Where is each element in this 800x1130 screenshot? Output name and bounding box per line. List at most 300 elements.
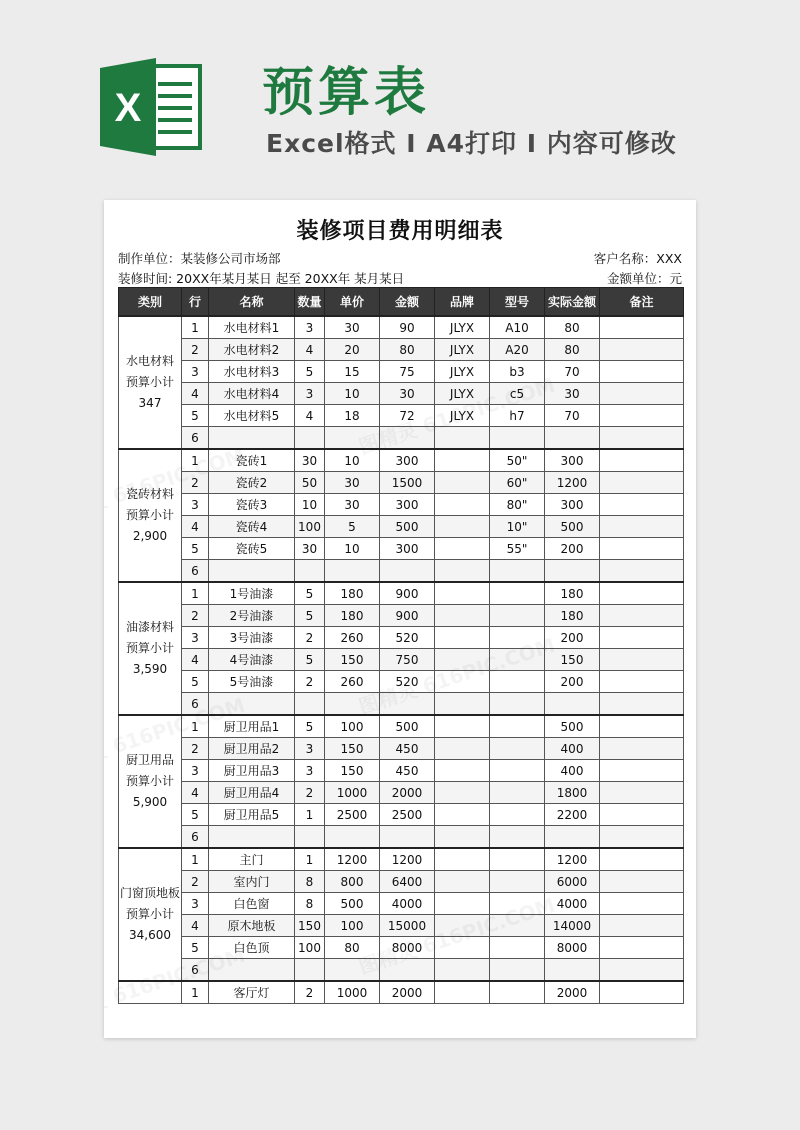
brand-cell: [435, 605, 490, 627]
actual-amount-cell: 1200: [545, 848, 600, 871]
remarks-cell: [600, 693, 684, 716]
amount-cell: 520: [380, 671, 435, 693]
table-row: [119, 427, 684, 450]
item-name-cell: 水电材料2: [209, 339, 295, 361]
actual-amount-cell: 180: [545, 582, 600, 605]
unit-price-cell: 260: [325, 627, 380, 649]
actual-amount-cell: [545, 560, 600, 583]
unit-price-cell: 30: [325, 472, 380, 494]
amount-cell: [380, 959, 435, 982]
item-name-cell: 瓷砖3: [209, 494, 295, 516]
remarks-cell: [600, 605, 684, 627]
quantity-cell: 3: [295, 760, 325, 782]
row-number-cell: 4: [182, 516, 209, 538]
actual-amount-cell: 300: [545, 449, 600, 472]
table-row: [119, 560, 684, 583]
amount-cell: 1200: [380, 848, 435, 871]
actual-amount-cell: 14000: [545, 915, 600, 937]
quantity-cell: 5: [295, 361, 325, 383]
column-header: 金额: [380, 288, 435, 317]
table-row: [119, 516, 684, 538]
document-title: 装修项目费用明细表: [296, 219, 504, 244]
unit-price-cell: 500: [325, 893, 380, 915]
actual-amount-cell: 2200: [545, 804, 600, 826]
quantity-cell: [295, 959, 325, 982]
model-cell: c5: [490, 383, 545, 405]
quantity-cell: 5: [295, 605, 325, 627]
table-row: [119, 937, 684, 959]
table-row: [119, 738, 684, 760]
row-number-cell: 1: [182, 715, 209, 738]
quantity-cell: 4: [295, 339, 325, 361]
unit-price-cell: 260: [325, 671, 380, 693]
producer-label: 制作单位：某装修公司市场部: [118, 251, 281, 266]
unit-price-cell: 150: [325, 760, 380, 782]
actual-amount-cell: 400: [545, 760, 600, 782]
row-number-cell: 1: [182, 449, 209, 472]
brand-cell: [435, 582, 490, 605]
brand-cell: JLYX: [435, 339, 490, 361]
unit-price-cell: [325, 427, 380, 450]
brand-cell: [435, 494, 490, 516]
actual-amount-cell: 200: [545, 671, 600, 693]
item-name-cell: 瓷砖5: [209, 538, 295, 560]
item-name-cell: [209, 693, 295, 716]
quantity-cell: 30: [295, 538, 325, 560]
actual-amount-cell: 80: [545, 316, 600, 339]
actual-amount-cell: [545, 427, 600, 450]
model-cell: [490, 627, 545, 649]
category-label: 预算小计: [125, 774, 174, 788]
unit-price-cell: 2500: [325, 804, 380, 826]
brand-cell: [435, 538, 490, 560]
actual-amount-cell: 8000: [545, 937, 600, 959]
amount-cell: 90: [380, 316, 435, 339]
document-page: [104, 200, 696, 1038]
amount-cell: 15000: [380, 915, 435, 937]
unit-price-cell: [325, 560, 380, 583]
item-name-cell: 厨卫用品5: [209, 804, 295, 826]
actual-amount-cell: [545, 959, 600, 982]
category-label: 预算小计: [125, 641, 174, 655]
item-name-cell: 客厅灯: [209, 981, 295, 1004]
amount-cell: 520: [380, 627, 435, 649]
actual-amount-cell: 180: [545, 605, 600, 627]
amount-cell: 300: [380, 538, 435, 560]
item-name-cell: 室内门: [209, 871, 295, 893]
item-name-cell: 瓷砖4: [209, 516, 295, 538]
remarks-cell: [600, 848, 684, 871]
item-name-cell: [209, 427, 295, 450]
amount-cell: 450: [380, 760, 435, 782]
category-subtotal: 3,590: [132, 662, 168, 676]
period-label: 装修时间: 20XX年某月某日 起至 20XX年 某月某日: [118, 271, 405, 286]
remarks-cell: [600, 981, 684, 1004]
table-row: [119, 826, 684, 849]
table-row: [119, 715, 684, 738]
row-number-cell: 6: [182, 693, 209, 716]
table-row: [119, 782, 684, 804]
category-label: 油漆材料: [125, 620, 174, 634]
brand-cell: [435, 848, 490, 871]
actual-amount-cell: 70: [545, 361, 600, 383]
remarks-cell: [600, 826, 684, 849]
brand-cell: JLYX: [435, 361, 490, 383]
remarks-cell: [600, 627, 684, 649]
category-cell: [119, 582, 182, 715]
unit-price-cell: 30: [325, 494, 380, 516]
column-header: 数量: [295, 288, 325, 317]
row-number-cell: 6: [182, 959, 209, 982]
column-header: 名称: [209, 288, 295, 317]
remarks-cell: [600, 560, 684, 583]
unit-price-cell: [325, 826, 380, 849]
table-row: [119, 494, 684, 516]
row-number-cell: 5: [182, 937, 209, 959]
model-cell: [490, 671, 545, 693]
quantity-cell: 1: [295, 804, 325, 826]
model-cell: [490, 981, 545, 1004]
amount-cell: 900: [380, 582, 435, 605]
actual-amount-cell: 400: [545, 738, 600, 760]
unit-price-cell: [325, 693, 380, 716]
table-body: [119, 316, 684, 1004]
remarks-cell: [600, 383, 684, 405]
unit-price-cell: 18: [325, 405, 380, 427]
quantity-cell: [295, 693, 325, 716]
remarks-cell: [600, 449, 684, 472]
model-cell: [490, 804, 545, 826]
model-cell: [490, 959, 545, 982]
model-cell: [490, 782, 545, 804]
item-name-cell: 原木地板: [209, 915, 295, 937]
amount-cell: 80: [380, 339, 435, 361]
category-label: 门窗顶地板: [119, 886, 180, 900]
brand-cell: [435, 671, 490, 693]
table-row: [119, 316, 684, 339]
brand-cell: JLYX: [435, 383, 490, 405]
table-row: [119, 915, 684, 937]
amount-cell: 2500: [380, 804, 435, 826]
quantity-cell: 3: [295, 383, 325, 405]
amount-cell: 500: [380, 516, 435, 538]
brand-cell: [435, 649, 490, 671]
column-header: 品牌: [435, 288, 490, 317]
column-header: 实际金额: [545, 288, 600, 317]
remarks-cell: [600, 316, 684, 339]
amount-cell: 900: [380, 605, 435, 627]
category-cell: [119, 848, 182, 981]
table-row: [119, 893, 684, 915]
item-name-cell: 厨卫用品1: [209, 715, 295, 738]
actual-amount-cell: 2000: [545, 981, 600, 1004]
actual-amount-cell: [545, 693, 600, 716]
logo-letter: X: [114, 86, 142, 130]
remarks-cell: [600, 538, 684, 560]
table-header-row: [119, 288, 684, 317]
model-cell: [490, 693, 545, 716]
brand-cell: [435, 871, 490, 893]
row-number-cell: 3: [182, 494, 209, 516]
unit-price-cell: 150: [325, 738, 380, 760]
category-label: 厨卫用品: [125, 753, 174, 767]
model-cell: [490, 848, 545, 871]
remarks-cell: [600, 915, 684, 937]
item-name-cell: [209, 959, 295, 982]
item-name-cell: 1号油漆: [209, 582, 295, 605]
item-name-cell: 厨卫用品3: [209, 760, 295, 782]
category-subtotal: 347: [138, 396, 162, 410]
unit-price-cell: 30: [325, 316, 380, 339]
item-name-cell: 瓷砖2: [209, 472, 295, 494]
row-number-cell: 3: [182, 760, 209, 782]
column-header: 型号: [490, 288, 545, 317]
row-number-cell: 1: [182, 981, 209, 1004]
remarks-cell: [600, 472, 684, 494]
quantity-cell: 2: [295, 981, 325, 1004]
actual-amount-cell: 150: [545, 649, 600, 671]
unit-price-cell: 180: [325, 582, 380, 605]
item-name-cell: 2号油漆: [209, 605, 295, 627]
model-cell: [490, 871, 545, 893]
table-row: [119, 871, 684, 893]
brand-cell: [435, 516, 490, 538]
brand-cell: JLYX: [435, 405, 490, 427]
quantity-cell: [295, 560, 325, 583]
column-header: 行: [182, 288, 209, 317]
brand-cell: [435, 760, 490, 782]
remarks-cell: [600, 494, 684, 516]
quantity-cell: [295, 826, 325, 849]
remarks-cell: [600, 871, 684, 893]
remarks-cell: [600, 893, 684, 915]
item-name-cell: [209, 560, 295, 583]
actual-amount-cell: 200: [545, 538, 600, 560]
category-subtotal: 34,600: [129, 928, 171, 942]
model-cell: [490, 738, 545, 760]
row-number-cell: 4: [182, 915, 209, 937]
actual-amount-cell: [545, 826, 600, 849]
item-name-cell: [209, 826, 295, 849]
unit-price-cell: 20: [325, 339, 380, 361]
table-row: [119, 472, 684, 494]
amount-cell: 75: [380, 361, 435, 383]
category-cell: [119, 981, 182, 1004]
unit-price-cell: 800: [325, 871, 380, 893]
row-number-cell: 5: [182, 804, 209, 826]
remarks-cell: [600, 582, 684, 605]
category-label: 瓷砖材料: [125, 487, 174, 501]
model-cell: [490, 649, 545, 671]
budget-table: [118, 287, 684, 1004]
model-cell: [490, 582, 545, 605]
unit-price-cell: 1000: [325, 981, 380, 1004]
remarks-cell: [600, 782, 684, 804]
row-number-cell: 2: [182, 605, 209, 627]
actual-amount-cell: 6000: [545, 871, 600, 893]
amount-cell: 300: [380, 494, 435, 516]
item-name-cell: 厨卫用品4: [209, 782, 295, 804]
table-row: [119, 693, 684, 716]
actual-amount-cell: 30: [545, 383, 600, 405]
quantity-cell: 1: [295, 848, 325, 871]
amount-cell: 72: [380, 405, 435, 427]
model-cell: [490, 760, 545, 782]
unit-price-cell: 10: [325, 449, 380, 472]
remarks-cell: [600, 516, 684, 538]
quantity-cell: 3: [295, 316, 325, 339]
row-number-cell: 1: [182, 848, 209, 871]
model-cell: 80": [490, 494, 545, 516]
unit-price-cell: 1200: [325, 848, 380, 871]
quantity-cell: 3: [295, 738, 325, 760]
remarks-cell: [600, 738, 684, 760]
banner-title: 预算表: [262, 63, 431, 123]
table-row: [119, 760, 684, 782]
brand-cell: [435, 449, 490, 472]
table-row: [119, 339, 684, 361]
row-number-cell: 4: [182, 782, 209, 804]
table-row: [119, 383, 684, 405]
brand-cell: [435, 693, 490, 716]
remarks-cell: [600, 959, 684, 982]
model-cell: [490, 826, 545, 849]
unit-price-cell: 15: [325, 361, 380, 383]
amount-cell: 8000: [380, 937, 435, 959]
brand-cell: [435, 627, 490, 649]
model-cell: 55": [490, 538, 545, 560]
item-name-cell: 水电材料3: [209, 361, 295, 383]
quantity-cell: 2: [295, 671, 325, 693]
amount-cell: 300: [380, 449, 435, 472]
actual-amount-cell: 200: [545, 627, 600, 649]
unit-price-cell: 10: [325, 383, 380, 405]
table-row: [119, 449, 684, 472]
row-number-cell: 1: [182, 316, 209, 339]
category-subtotal: 2,900: [132, 529, 168, 543]
brand-cell: [435, 715, 490, 738]
model-cell: [490, 427, 545, 450]
remarks-cell: [600, 715, 684, 738]
model-cell: 50": [490, 449, 545, 472]
quantity-cell: 50: [295, 472, 325, 494]
item-name-cell: 厨卫用品2: [209, 738, 295, 760]
unit-price-cell: 180: [325, 605, 380, 627]
banner-subtitle: Excel格式 I A4打印 I 内容可修改: [266, 129, 677, 158]
remarks-cell: [600, 671, 684, 693]
column-header: 备注: [600, 288, 684, 317]
brand-cell: [435, 937, 490, 959]
model-cell: A10: [490, 316, 545, 339]
remarks-cell: [600, 937, 684, 959]
quantity-cell: 5: [295, 649, 325, 671]
quantity-cell: 10: [295, 494, 325, 516]
actual-amount-cell: 70: [545, 405, 600, 427]
brand-cell: [435, 782, 490, 804]
model-cell: [490, 915, 545, 937]
unit-price-cell: 10: [325, 538, 380, 560]
item-name-cell: 4号油漆: [209, 649, 295, 671]
category-cell: [119, 715, 182, 848]
item-name-cell: 5号油漆: [209, 671, 295, 693]
category-label: 预算小计: [125, 375, 174, 389]
amount-cell: 2000: [380, 981, 435, 1004]
quantity-cell: 5: [295, 715, 325, 738]
item-name-cell: 白色顶: [209, 937, 295, 959]
table-row: [119, 582, 684, 605]
actual-amount-cell: 300: [545, 494, 600, 516]
amount-cell: 1500: [380, 472, 435, 494]
quantity-cell: 100: [295, 937, 325, 959]
unit-price-cell: 80: [325, 937, 380, 959]
category-cell: [119, 316, 182, 449]
column-header: 单价: [325, 288, 380, 317]
row-number-cell: 2: [182, 738, 209, 760]
actual-amount-cell: 500: [545, 516, 600, 538]
category-label: 水电材料: [125, 354, 174, 368]
table-row: [119, 848, 684, 871]
quantity-cell: 8: [295, 871, 325, 893]
brand-cell: [435, 804, 490, 826]
table-row: [119, 605, 684, 627]
table-row: [119, 804, 684, 826]
unit-price-cell: 1000: [325, 782, 380, 804]
client-label: 客户名称：XXX: [593, 251, 682, 266]
amount-cell: [380, 693, 435, 716]
row-number-cell: 6: [182, 560, 209, 583]
row-number-cell: 5: [182, 538, 209, 560]
row-number-cell: 4: [182, 383, 209, 405]
actual-amount-cell: 80: [545, 339, 600, 361]
table-row: [119, 627, 684, 649]
remarks-cell: [600, 339, 684, 361]
model-cell: [490, 605, 545, 627]
actual-amount-cell: 500: [545, 715, 600, 738]
actual-amount-cell: 1200: [545, 472, 600, 494]
row-number-cell: 2: [182, 339, 209, 361]
brand-cell: [435, 427, 490, 450]
remarks-cell: [600, 427, 684, 450]
table-row: [119, 361, 684, 383]
amount-cell: 6400: [380, 871, 435, 893]
category-subtotal: 5,900: [132, 795, 168, 809]
unit-price-cell: 100: [325, 715, 380, 738]
quantity-cell: 2: [295, 782, 325, 804]
row-number-cell: 2: [182, 472, 209, 494]
item-name-cell: 瓷砖1: [209, 449, 295, 472]
model-cell: h7: [490, 405, 545, 427]
item-name-cell: 3号油漆: [209, 627, 295, 649]
amount-cell: [380, 826, 435, 849]
table-row: [119, 649, 684, 671]
row-number-cell: 5: [182, 671, 209, 693]
row-number-cell: 2: [182, 871, 209, 893]
amount-cell: 450: [380, 738, 435, 760]
table-row: [119, 405, 684, 427]
row-number-cell: 6: [182, 826, 209, 849]
remarks-cell: [600, 760, 684, 782]
model-cell: [490, 715, 545, 738]
quantity-cell: 5: [295, 582, 325, 605]
brand-cell: [435, 826, 490, 849]
quantity-cell: 30: [295, 449, 325, 472]
amount-cell: [380, 560, 435, 583]
column-header: 类别: [119, 288, 182, 317]
brand-cell: [435, 981, 490, 1004]
brand-cell: JLYX: [435, 316, 490, 339]
row-number-cell: 3: [182, 627, 209, 649]
row-number-cell: 5: [182, 405, 209, 427]
